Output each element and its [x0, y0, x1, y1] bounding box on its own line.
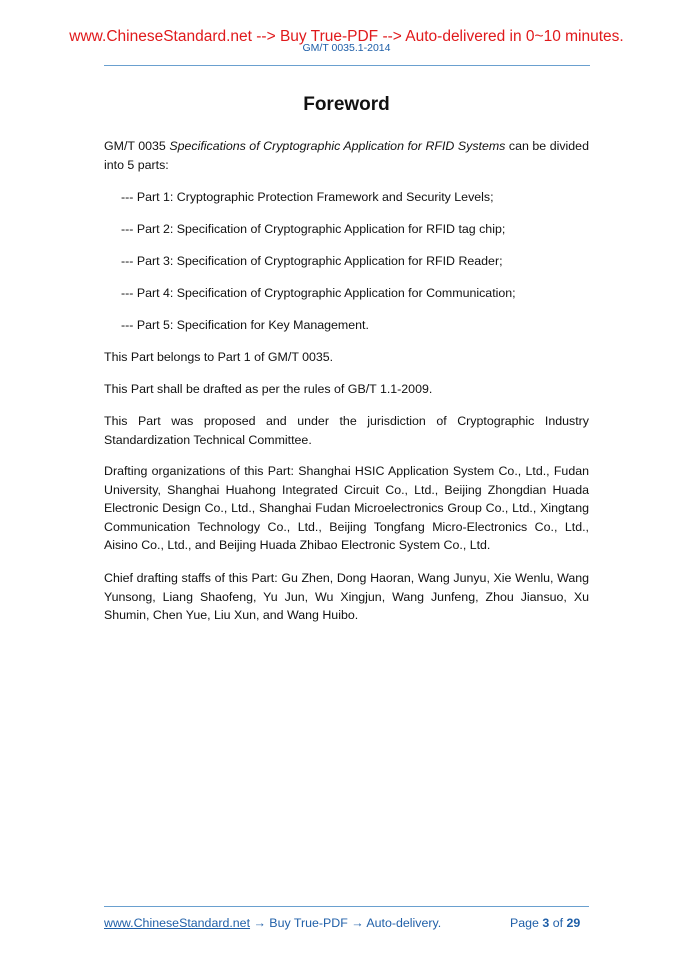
page-title: Foreword [303, 94, 390, 115]
list-item: --- Part 3: Specification of Cryptographic Application for RFID Reader; [121, 254, 503, 268]
footer-link[interactable]: www.ChineseStandard.net [104, 916, 251, 930]
proposed-paragraph: This Part was proposed and under the jurisdiction of Cryptographic Industry Standardization Technical Committee. [104, 414, 589, 447]
standard-code: GM/T 0035.1-2014 [302, 42, 391, 54]
page-label: Page [510, 916, 543, 930]
staffs-paragraph: Chief drafting staffs of this Part: Gu Zhen, Dong Haoran, Wang Junyu, Xie Wenlu, Wang Yunsong, Liang Shaofeng, Yu Jun, Wu Xingjun, Wang Junfeng, Zhou Jiansuo, Xu Shumin, Chen Yue, Liu Xun, and Wang Huibo. [104, 571, 589, 622]
footer-divider [104, 906, 589, 907]
intro-italic-title: Specifications of Cryptographic Application for RFID Systems [169, 139, 506, 153]
list-item: --- Part 2: Specification of Cryptographic Application for RFID tag chip; [121, 222, 506, 236]
page-number: 3 [542, 916, 550, 930]
page-of: of [549, 916, 567, 930]
intro-prefix-text: GM/T 0035 [104, 139, 166, 153]
footer-promo [104, 916, 441, 930]
promo-banner: www.ChineseStandard.net --> Buy True-PDF --> Auto-delivered in 0~10 minutes. [69, 28, 624, 45]
belongs-paragraph: This Part belongs to Part 1 of GM/T 0035. [104, 350, 334, 364]
header-divider [104, 65, 590, 66]
list-item: --- Part 4: Specification of Cryptographic Application for Communication; [121, 286, 516, 300]
footer-link-suffix: → Buy True-PDF → Auto-delivery. [250, 916, 442, 930]
drafted-paragraph: This Part shall be drafted as per the rules of GB/T 1.1-2009. [104, 382, 433, 396]
page-total: 29 [566, 916, 581, 930]
organizations-paragraph: Drafting organizations of this Part: Shanghai HSIC Application System Co., Ltd., Fudan University, Shanghai Huahong Integrated Circuit Co., Ltd., Beijing Zhongdian Huada Electronic Design Co., Ltd., Shanghai Fudan Microelectronics Group Co., Ltd., Xingtang Communication Technology Co., Ltd., Beijing Tongfang Micro-Electronics Co., Ltd., Aisino Co., Ltd., and Beijing Huada Zhibao Electronic System Co., Ltd. [104, 464, 589, 552]
list-item: --- Part 1: Cryptographic Protection Framework and Security Levels; [121, 190, 494, 204]
intro-suffix-text: can be divided into 5 parts: [104, 139, 589, 172]
intro-paragraph-text [104, 137, 589, 174]
list-item: --- Part 5: Specification for Key Management. [121, 318, 369, 332]
page-indicator [510, 916, 580, 930]
